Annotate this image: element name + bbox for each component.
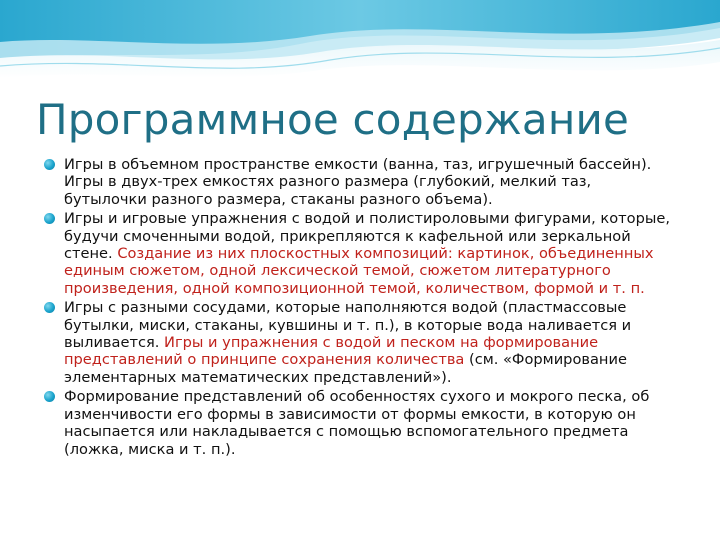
item-highlight-text: Создание из них плоскостных композиций: картинок, объединенных единым сюжетом, одной лексической темой, сюжетом литературного произведения, одной композиционной темой, количеством, формой и т. п. [64,245,654,297]
item-text: Игры с разными сосудами, которые наполняются водой (пластмассовые бутылки, миски, стаканы, кувшины и т. п.), в которые вода наливается и выливается. [64,299,632,352]
bullet-icon [44,159,55,170]
slide-title: Программное содержание [36,95,630,144]
bullet-icon [44,302,55,313]
list-item [44,299,674,386]
bullet-icon [44,391,55,402]
list-item [44,388,674,458]
list-item [44,156,674,208]
bullet-list [44,156,674,460]
item-text: (см. «Формирование элементарных математических представлений»). [64,351,627,386]
list-item [44,210,674,297]
bullet-icon [44,213,55,224]
item-highlight-text: Игры и упражнения с водой и песком на формирование представлений о принципе сохранения количества [64,334,599,369]
item-text: Формирование представлений об особенностях сухого и мокрого песка, об изменчивости его формы в зависимости от формы емкости, в которую он насыпается или накладывается с помощью вспомогательного предмета (ложка, миска и т. п.). [64,388,650,458]
decorative-wave-header [0,0,720,90]
item-text: Игры в объемном пространстве емкости (ванна, таз, игрушечный бассейн). Игры в двух-трех емкостях разного размера (глубокий, мелкий таз, бутылочки разного размера, стаканы разного объема). [64,156,652,208]
item-text: Игры и игровые упражнения с водой и полистироловыми фигурами, которые, будучи смоченными водой, прикрепляются к кафельной или зеркальной стене. [64,210,670,263]
